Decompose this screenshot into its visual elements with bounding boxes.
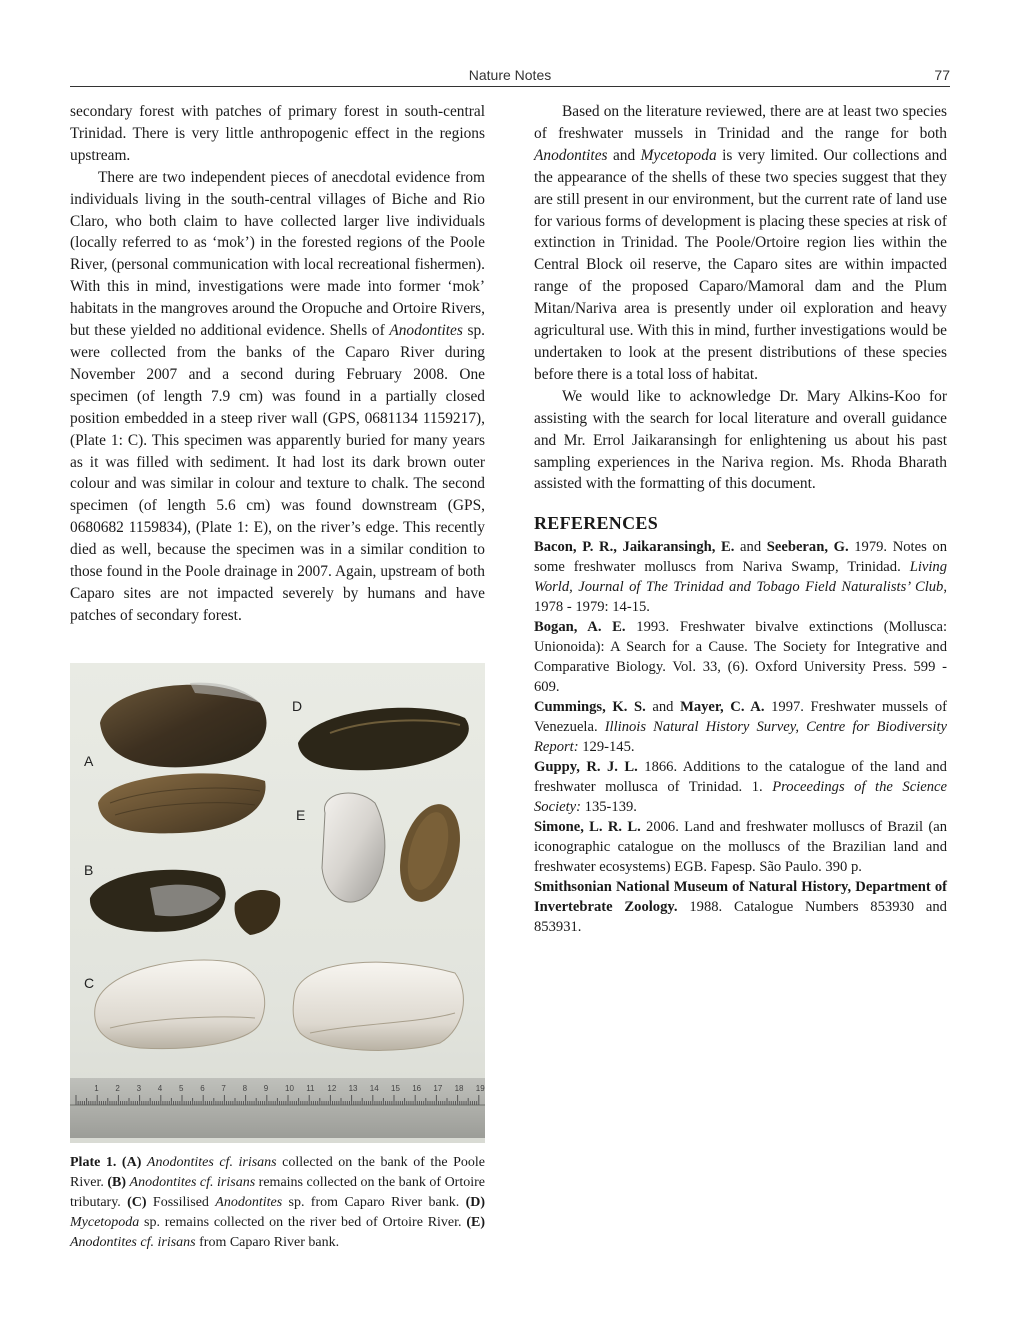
ruler-number: 1: [94, 1084, 99, 1093]
plate-1-photo: [70, 663, 485, 1143]
shell-d: [298, 708, 469, 770]
plate-caption: [70, 1153, 485, 1253]
paragraph: [534, 101, 947, 386]
paragraph: [70, 167, 485, 627]
ref-text: 1988. Catalogue Numbers 853930 and 853931.: [534, 899, 947, 936]
ref-author: Bogan, A. E.: [534, 619, 626, 636]
caption-text: remains collected on the bank of Ortoire tributary.: [70, 1175, 485, 1210]
caption-text: collected on the bank of the Poole River.: [70, 1155, 485, 1190]
label-e: E: [296, 807, 306, 823]
ref-journal: Proceedings of the Science Society:: [534, 779, 947, 816]
ref-text: , 1978 - 1979: 14-15.: [534, 579, 947, 616]
ref-text: 1993. Freshwater bivalve extinctions (Mollusca: Unionoida): A Search for a Cause. The Society for Integrative and Comparative Biology. Vol. 33, (6). Oxford University Press. 599 - 609.: [534, 619, 948, 696]
species-name: Anodontites cf. irisans: [146, 1155, 277, 1170]
caption-text: from Caparo River bank.: [195, 1235, 340, 1250]
ref-journal: Living World, Journal of The Trinidad and Tobago Field Naturalists’ Club: [534, 559, 947, 596]
reference-item: [534, 537, 947, 617]
ref-journal: Illinois Natural History Survey, Centre for Biodiversity Report:: [534, 719, 947, 756]
species-name: Anodontites: [389, 322, 463, 340]
label-a: A: [84, 753, 94, 769]
ruler-number: 17: [433, 1084, 443, 1093]
ruler-number: 12: [327, 1084, 337, 1093]
ref-text: 2006. Land and freshwater molluscs of Brazil (an iconographic catalogue on the molluscs of the Brazilian land and freshwater ecosystems) EGB. Fapesp. São Paulo. 390 p.: [534, 819, 947, 876]
ref-author: Cummings, K. S.: [534, 699, 646, 716]
ref-text: 129-145.: [578, 739, 635, 756]
species-name: Anodontites cf. irisans: [129, 1175, 256, 1190]
ruler-number: 14: [369, 1084, 379, 1093]
reference-item: [534, 817, 947, 877]
acknowledgements: [534, 386, 947, 496]
paragraph: [70, 101, 485, 167]
species-name: Anodontites: [215, 1195, 283, 1210]
ruler-number: 9: [263, 1084, 269, 1093]
running-header: [70, 66, 950, 87]
ruler-number: 19: [475, 1084, 485, 1093]
ruler-number: 8: [242, 1084, 248, 1093]
paragraph-text: We would like to acknowledge Dr. Mary Alkins-Koo for assisting with the search for local literature and overall guidance and Mr. Errol Jaikaransingh for enlightening us about his past sampling experiences in the Nariva region. Ms. Rhoda Bharath assisted with the formatting of this document.: [534, 387, 947, 493]
references-heading: REFERENCES: [534, 513, 659, 534]
shell-a-upper: [100, 683, 267, 768]
ruler: [70, 1078, 485, 1138]
species-name: Mycetopoda: [640, 146, 717, 164]
caption-label: (B): [107, 1175, 130, 1190]
caption-label: (E): [466, 1215, 485, 1230]
shell-a-lower: [98, 773, 266, 833]
ruler-number: 7: [221, 1084, 226, 1093]
label-d: D: [292, 698, 303, 714]
caption-label: (D): [465, 1195, 486, 1210]
shell-b: [90, 870, 280, 935]
ruler-number: 3: [136, 1084, 142, 1093]
reference-item: [534, 617, 947, 697]
paragraph-text: There are two independent pieces of anecdotal evidence from individuals living in the south-central villages of Biche and Rio Claro, who both claim to have collected larger live individuals (locally referred to as ‘mok’) in the forested regions of the Poole River, (personal communication with local recreational fishermen). With this in mind, investigations were made into former ‘mok’ habitats in the mangroves around the Oropuche and Ortoire Rivers, but these yielded no additional evidence. Shells of: [70, 168, 485, 340]
ref-text: and: [645, 699, 681, 716]
ref-text: 1997. Freshwater mussels of Venezuela.: [534, 699, 947, 736]
ref-author: Bacon, P. R., Jaikaransingh, E.: [534, 539, 735, 556]
species-name: Anodontites cf. irisans: [70, 1235, 196, 1250]
caption-label: Plate 1. (A): [70, 1155, 147, 1170]
paragraph-text: and: [607, 146, 641, 164]
label-b: B: [84, 862, 94, 878]
species-name: Anodontites: [534, 146, 608, 164]
right-column: [534, 101, 947, 937]
ref-author: Simone, L. R. L.: [534, 819, 641, 836]
shell-e: [322, 793, 470, 909]
journal-section-title: Nature Notes: [468, 67, 552, 83]
reference-item: [534, 877, 947, 937]
caption-text: Fossilised: [152, 1195, 216, 1210]
ruler-number: 16: [412, 1084, 422, 1093]
paragraph-text: is very limited. Our collections and the appearance of the shells of these two species suggest that they are still present in our environment, but the current rate of land use for various forms of development is placing these species at risk of extinction in Trinidad. The Poole/Ortoire region lies within the Central Block oil reserve, the Caparo sites are within impacted range of the proposed Caparo/Mamoral dam and the Plum Mitan/Nariva area is presently under oil exploration and heavy agricultural use. With this in mind, further investigations would be undertaken to look at the present distributions of these species before there is a total loss of habitat.: [534, 146, 947, 383]
ref-text: 1866. Additions to the catalogue of the land and freshwater mollusca of Trinidad. 1.: [534, 759, 947, 796]
ruler-number: 4: [157, 1084, 163, 1093]
ruler-number: 10: [285, 1084, 294, 1093]
paragraph-text: secondary forest with patches of primary forest in south-central Trinidad. There is very little anthropogenic effect in the regions upstream.: [70, 103, 485, 164]
caption-label: (C): [127, 1195, 153, 1210]
paragraph-text: Based on the literature reviewed, there are at least two species of freshwater mussels in Trinidad and the range for both: [534, 103, 947, 142]
ruler-number: 15: [391, 1084, 400, 1093]
ref-text: and: [734, 539, 767, 556]
reference-item: [534, 757, 947, 817]
ref-author: Mayer, C. A.: [680, 699, 765, 716]
ruler-number: 2: [115, 1084, 120, 1093]
species-name: Mycetopoda: [70, 1215, 140, 1230]
ref-author: Smithsonian National Museum of Natural History, Department of Invertebrate Zoology.: [534, 879, 947, 916]
reference-item: [534, 697, 947, 757]
ref-text: 135-139.: [581, 799, 637, 816]
ruler-number: 18: [454, 1084, 464, 1093]
ruler-number: 5: [179, 1084, 184, 1093]
ruler-number: 13: [348, 1084, 358, 1093]
left-column: [70, 101, 485, 627]
ref-text: 1979. Notes on some freshwater molluscs from Nariva Swamp, Trinidad.: [534, 539, 947, 576]
caption-text: sp. remains collected on the river bed of Ortoire River.: [139, 1215, 467, 1230]
ruler-number: 11: [306, 1084, 315, 1093]
caption-text: sp. from Caparo River bank.: [282, 1195, 466, 1210]
ref-author: Guppy, R. J. L.: [534, 759, 638, 776]
label-c: C: [84, 975, 95, 991]
shell-photograph: [70, 663, 485, 1143]
page-number: 77: [934, 67, 950, 83]
paragraph-text: sp. were collected from the banks of the Caparo River during November 2007 and a second during February 2008. One specimen (of length 7.9 cm) was found in a partially closed position embedded in a steep river wall (GPS, 0681134 1159217), (Plate 1: C). This specimen was apparently buried for many years as it was filled with sediment. It had lost its dark brown outer colour and was similar in colour and texture to chalk. The second specimen (of length 5.6 cm) was found downstream (GPS, 0680682 1159834), (Plate 1: E), on the river’s edge. This recently died as well, because the specimen was in a similar condition to those found in the Poole drainage in 2007. Again, upstream of both Caparo sites are not impacted severely by humans and have patches of secondary forest.: [70, 322, 485, 624]
ruler-number: 6: [200, 1084, 205, 1093]
ref-author: Seeberan, G.: [766, 539, 849, 556]
shell-c: [95, 960, 464, 1050]
